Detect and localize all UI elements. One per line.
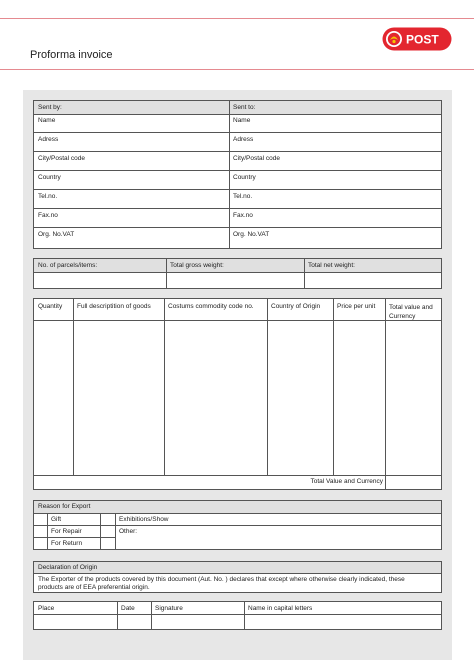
gross-weight-label: Total gross weight: [170,262,224,269]
declaration-section [33,561,442,593]
export-header-band [34,501,441,513]
sent-to-label: Sent to: [233,104,256,111]
return-checkbox[interactable] [35,538,47,548]
recipient-fax-field[interactable]: Fax.no [233,212,253,219]
sender-fax-field[interactable]: Fax.no [38,212,58,219]
declaration-text-line1: The Exporter of the products covered by this document (Aut. No. ) declares that except where otherwise clearly indicated, these [38,576,405,583]
signature-label: Signature [155,605,183,612]
sender-vat-field[interactable]: Org. No.VAT [38,231,75,238]
sent-by-label: Sent by: [38,104,62,111]
col-country-origin: Country of Origin [271,303,321,310]
goods-table [33,298,442,490]
capital-name-input[interactable] [245,615,440,628]
exhibition-checkbox[interactable] [101,514,115,525]
recipient-city-field[interactable]: City/Postal code [233,155,280,162]
parcel-count-input[interactable] [35,273,165,287]
col-total-value: Total value and Currency [389,304,433,320]
col-price-unit: Price per unit [337,303,376,310]
post-logo [382,27,452,56]
place-input[interactable] [35,615,117,628]
sender-name-field[interactable]: Name [38,117,56,124]
other-checkbox[interactable] [101,526,115,537]
description-input[interactable] [74,321,164,475]
gift-checkbox[interactable] [35,514,47,525]
gross-weight-input[interactable] [167,273,303,287]
gift-option-label: Gift [51,516,62,523]
date-label: Date [121,605,135,612]
parcels-section [33,258,442,289]
sender-tel-field[interactable]: Tel.no. [38,193,58,200]
commodity-code-input[interactable] [165,321,267,475]
export-reason-section [33,500,442,550]
declaration-text-line2: products are of EEA preferential origin. [38,584,150,591]
recipient-address-field[interactable]: Adress [233,136,254,143]
total-value-input[interactable] [386,321,440,475]
sender-city-field[interactable]: City/Postal code [38,155,85,162]
recipient-country-field[interactable]: Country [233,174,256,181]
price-unit-input[interactable] [334,321,385,475]
net-weight-input[interactable] [305,273,440,287]
other-reason-input[interactable] [144,526,440,548]
export-heading: Reason for Export [38,503,91,510]
declaration-heading: Declaration of Origin [38,564,98,571]
grand-total-input[interactable] [386,476,440,488]
recipient-vat-field[interactable]: Org. No.VAT [233,231,270,238]
header-bottom-rule [0,69,474,70]
capital-name-label: Name in capital letters [248,605,313,612]
date-input[interactable] [118,615,151,628]
signature-section [33,601,442,630]
sender-country-field[interactable]: Country [38,174,61,181]
recipient-name-field[interactable]: Name [233,117,251,124]
recipient-tel-field[interactable]: Tel.no. [233,193,253,200]
address-divider [229,101,230,248]
net-weight-label: Total net weight: [308,262,355,269]
col-commodity-code: Costums commodity code no. [168,303,254,310]
quantity-input[interactable] [35,321,73,475]
parcel-count-label: No. of parcels/items: [38,262,98,269]
other-option-label: Other: [119,528,138,535]
repair-option-label: For Repair [51,528,82,535]
country-origin-input[interactable] [268,321,333,475]
exhibition-option-label: Exhibitions/Show [119,516,169,523]
signature-input[interactable] [152,615,244,628]
total-value-label: Total Value and Currency [310,478,383,485]
address-section [33,100,442,249]
post-logo-graphic [382,27,452,51]
col-quantity: Quantity [38,303,63,310]
sender-address-field[interactable]: Adress [38,136,59,143]
repair-checkbox[interactable] [35,526,47,537]
place-label: Place [38,605,55,612]
return-option-label: For Return [51,540,83,547]
page-title: Proforma invoice [30,49,113,61]
logo-text: POST [406,32,439,47]
header-top-rule [0,18,474,19]
col-description: Full descriptition of goods [77,303,151,310]
